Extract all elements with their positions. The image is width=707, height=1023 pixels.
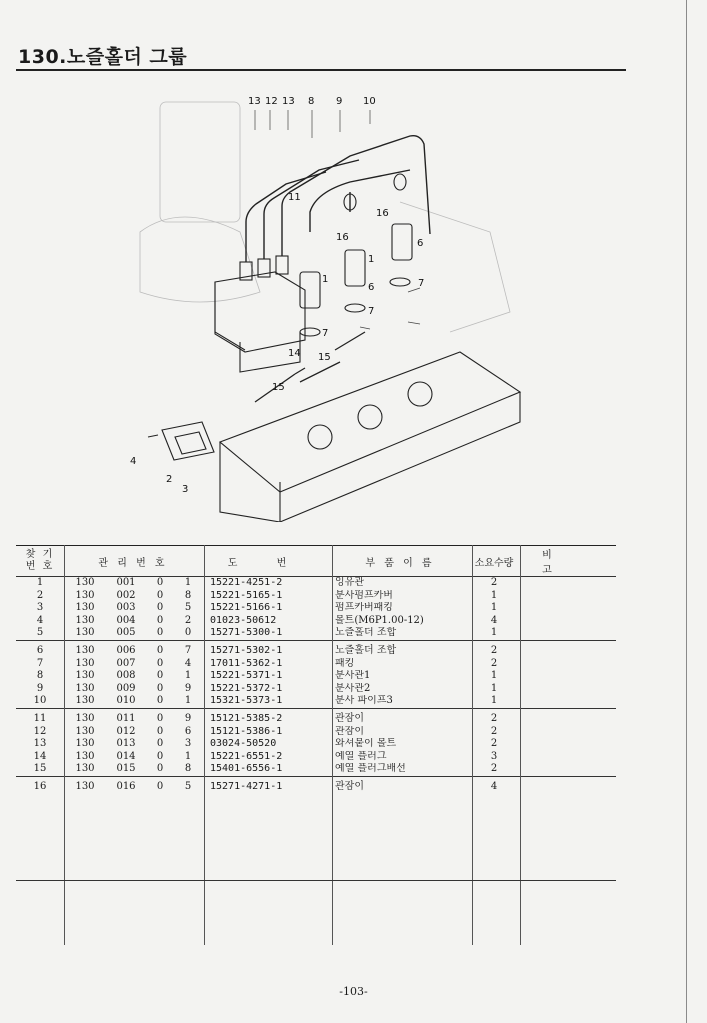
header-qty: 소요수량 — [470, 546, 518, 577]
cell-g: 130 — [64, 708, 106, 725]
cell-g: 130 — [75, 602, 95, 614]
cell-remarks — [518, 776, 616, 793]
cell-a: 0 — [156, 725, 164, 737]
cell-ref: 10 — [33, 695, 47, 707]
table-row — [16, 670, 616, 683]
table-row — [16, 615, 616, 628]
cell-g: 130 — [64, 640, 106, 657]
callout-7: 7 — [418, 278, 425, 289]
cell-qty: 2 — [470, 640, 518, 657]
cell-g: 130 — [75, 627, 95, 639]
callout-4: 4 — [130, 456, 137, 467]
cell-g: 130 — [75, 670, 95, 682]
cell-qty: 2 — [490, 577, 498, 588]
cell-qty: 1 — [490, 695, 498, 707]
cell-n: 003 — [116, 602, 136, 614]
cell-ref: 16 — [16, 776, 64, 793]
callout-3: 3 — [182, 484, 189, 495]
cell-qty: 2 — [490, 657, 498, 669]
cell-b: 2 — [184, 614, 192, 626]
cell-n: 007 — [116, 657, 136, 669]
cell-b: 8 — [184, 763, 192, 775]
cell-qty: 4 — [470, 776, 518, 793]
cell-remarks — [518, 726, 616, 739]
callout-10: 10 — [363, 96, 376, 107]
cell-n: 004 — [116, 614, 136, 626]
page-edge-line — [686, 0, 687, 1023]
callout-13b: 13 — [282, 96, 295, 107]
cell-b: 7 — [174, 640, 202, 657]
cell-qty: 3 — [490, 750, 498, 762]
cell-n: 002 — [116, 589, 136, 601]
cell-ref: 11 — [16, 708, 64, 725]
table-row — [16, 776, 616, 793]
cell-a: 0 — [146, 640, 174, 657]
cell-remarks — [518, 640, 616, 657]
cell-n: 013 — [116, 738, 136, 750]
cell-name: 분사관2 — [335, 682, 371, 694]
cell-drawing: 15221-5371-1 — [210, 670, 283, 682]
callout-16: 16 — [376, 208, 389, 219]
callout-15: 15 — [318, 352, 331, 363]
header-part-name: 부 품 이 름 — [330, 546, 470, 577]
cell-a: 0 — [156, 682, 164, 694]
cell-drawing: 15221-5165-1 — [210, 589, 283, 601]
cell-qty: 2 — [470, 708, 518, 725]
cell-g: 130 — [64, 776, 106, 793]
cell-name: 관잠이 — [330, 776, 470, 793]
cell-name: 관잠이 — [330, 708, 470, 725]
table-row — [16, 577, 616, 590]
cell-a: 0 — [156, 589, 164, 601]
column-divider — [472, 545, 473, 945]
cell-ref: 1 — [36, 577, 44, 588]
table-row — [16, 627, 616, 640]
parts-table — [16, 545, 616, 794]
cell-qty: 4 — [490, 614, 498, 626]
cell-ref: 14 — [33, 750, 47, 762]
header-mgmt-no: 관 리 번 호 — [64, 546, 202, 577]
table-row — [16, 708, 616, 725]
cell-remarks — [518, 670, 616, 683]
cell-n: 008 — [116, 670, 136, 682]
callout-2: 2 — [166, 474, 173, 485]
cell-g: 130 — [75, 750, 95, 762]
cell-a: 0 — [156, 750, 164, 762]
cell-name: 분사관1 — [335, 670, 371, 682]
cell-name: 관잠이 — [335, 725, 364, 737]
cell-remarks — [518, 615, 616, 628]
cell-ref: 7 — [36, 657, 44, 669]
callout-14: 14 — [288, 348, 301, 359]
cell-ref: 4 — [36, 614, 44, 626]
cell-drawing: 15221-4251-2 — [210, 577, 283, 588]
cell-a: 0 — [146, 708, 174, 725]
cell-g: 130 — [75, 738, 95, 750]
cell-qty: 2 — [490, 738, 498, 750]
cell-b: 5 — [174, 776, 202, 793]
cell-b: 5 — [184, 602, 192, 614]
cell-ref: 6 — [16, 640, 64, 657]
cell-b: 4 — [184, 657, 192, 669]
cell-drawing: 15271-5302-1 — [202, 640, 330, 657]
cell-b: 9 — [174, 708, 202, 725]
cell-b: 1 — [184, 577, 192, 588]
cell-qty: 1 — [490, 670, 498, 682]
cell-drawing: 15271-4271-1 — [202, 776, 330, 793]
cell-g: 130 — [75, 589, 95, 601]
table-row — [16, 763, 616, 776]
cell-name: 펌프카버패킹 — [335, 602, 393, 614]
cell-drawing: 03024-50520 — [210, 738, 277, 750]
table-row — [16, 695, 616, 708]
cell-drawing: 15271-5300-1 — [210, 627, 283, 639]
table-row — [16, 640, 616, 657]
cell-g: 130 — [75, 657, 95, 669]
cell-drawing: 17011-5362-1 — [210, 657, 283, 669]
cell-g: 130 — [75, 577, 95, 588]
table-header-row — [16, 546, 616, 577]
cell-name: 예열 플러그배선 — [335, 763, 406, 775]
cell-a: 0 — [156, 614, 164, 626]
cell-ref: 15 — [33, 763, 47, 775]
column-divider — [332, 545, 333, 945]
cell-n: 014 — [116, 750, 136, 762]
cell-n: 009 — [116, 682, 136, 694]
cell-n: 016 — [106, 776, 146, 793]
cell-drawing: 15121-5385-2 — [202, 708, 330, 725]
table-row — [16, 726, 616, 739]
cell-name: 예열 플러그 — [335, 750, 387, 762]
cell-name: 분사 파이프3 — [335, 695, 393, 707]
callout-7c: 7 — [322, 328, 329, 339]
cell-n: 005 — [116, 627, 136, 639]
cell-b: 8 — [184, 589, 192, 601]
cell-remarks — [518, 738, 616, 751]
cell-a: 0 — [146, 776, 174, 793]
cell-drawing: 15221-5372-1 — [210, 682, 283, 694]
page-title: 130.노즐홀더 그룹 — [18, 46, 188, 68]
cell-n: 006 — [106, 640, 146, 657]
cell-qty: 2 — [490, 763, 498, 775]
cell-ref: 13 — [33, 738, 47, 750]
cell-drawing: 15321-5373-1 — [210, 695, 283, 707]
callout-1: 1 — [368, 254, 375, 265]
cell-remarks — [518, 708, 616, 725]
callout-6: 6 — [417, 238, 424, 249]
cell-name: 잉유관 — [335, 577, 364, 588]
table-row — [16, 683, 616, 696]
table-bottom-rule — [16, 880, 616, 881]
cell-n: 012 — [116, 725, 136, 737]
header-remarks: 비 고 — [518, 546, 616, 577]
cell-n: 001 — [116, 577, 136, 588]
cell-n: 011 — [106, 708, 146, 725]
cell-drawing: 15221-5166-1 — [210, 602, 283, 614]
table-row — [16, 658, 616, 671]
cell-g: 130 — [75, 725, 95, 737]
cell-remarks — [518, 683, 616, 696]
cell-b: 1 — [184, 670, 192, 682]
callout-9: 9 — [336, 96, 343, 107]
callout-15b: 15 — [272, 382, 285, 393]
callout-11: 11 — [288, 192, 301, 203]
cell-qty: 2 — [490, 725, 498, 737]
cell-qty: 1 — [490, 589, 498, 601]
cell-name: 노즐홀더 조합 — [330, 640, 470, 657]
callout-16b: 16 — [336, 232, 349, 243]
cell-n: 010 — [116, 695, 136, 707]
header-drawing-no: 도 번 — [202, 546, 330, 577]
cell-remarks — [518, 658, 616, 671]
cell-ref: 8 — [36, 670, 44, 682]
column-divider — [520, 545, 521, 945]
cell-remarks — [518, 577, 616, 590]
callout-7b: 7 — [368, 306, 375, 317]
cell-name: 볼트(M6P1.00-12) — [335, 614, 424, 626]
cell-g: 130 — [75, 614, 95, 626]
cell-name: 와셔붙이 볼트 — [335, 738, 397, 750]
callout-13: 13 — [248, 96, 261, 107]
cell-remarks — [518, 751, 616, 764]
cell-ref: 3 — [36, 602, 44, 614]
cell-a: 0 — [156, 763, 164, 775]
cell-remarks — [518, 627, 616, 640]
callout-1b: 1 — [322, 274, 329, 285]
cell-b: 6 — [184, 725, 192, 737]
cell-a: 0 — [156, 577, 164, 588]
cell-ref: 9 — [36, 682, 44, 694]
column-divider — [64, 545, 65, 945]
cell-a: 0 — [156, 695, 164, 707]
cell-name: 노즐홀더 조합 — [335, 627, 397, 639]
exploded-parts-diagram — [100, 82, 540, 522]
cell-b: 1 — [184, 695, 192, 707]
cell-a: 0 — [156, 657, 164, 669]
cell-a: 0 — [156, 670, 164, 682]
cell-a: 0 — [156, 738, 164, 750]
cell-drawing: 01023-50612 — [210, 614, 277, 626]
cell-remarks — [518, 590, 616, 603]
cell-name: 패킹 — [335, 657, 355, 669]
title-underline — [16, 69, 626, 71]
cell-b: 3 — [184, 738, 192, 750]
cell-g: 130 — [75, 695, 95, 707]
cell-qty: 1 — [490, 602, 498, 614]
cell-a: 0 — [156, 627, 164, 639]
cell-n: 015 — [116, 763, 136, 775]
cell-b: 9 — [184, 682, 192, 694]
cell-b: 1 — [184, 750, 192, 762]
callout-6b: 6 — [368, 282, 375, 293]
cell-b: 0 — [184, 627, 192, 639]
table-row — [16, 738, 616, 751]
cell-drawing: 15401-6556-1 — [210, 763, 283, 775]
cell-g: 130 — [75, 763, 95, 775]
table-row — [16, 751, 616, 764]
cell-drawing: 15221-6551-2 — [210, 750, 283, 762]
page-number: -103- — [339, 985, 368, 998]
cell-ref: 5 — [36, 627, 44, 639]
cell-ref: 12 — [33, 725, 47, 737]
cell-a: 0 — [156, 602, 164, 614]
cell-qty: 1 — [490, 682, 498, 694]
header-ref-no: 찾 기 번 호 — [16, 546, 64, 577]
callout-8: 8 — [308, 96, 315, 107]
parts-table-body — [16, 577, 616, 794]
column-divider — [204, 545, 205, 945]
callout-12: 12 — [265, 96, 278, 107]
table-row — [16, 590, 616, 603]
table-row — [16, 602, 616, 615]
cell-remarks — [518, 602, 616, 615]
cell-name: 분사펌프카버 — [335, 589, 393, 601]
cell-qty: 1 — [490, 627, 498, 639]
cell-g: 130 — [75, 682, 95, 694]
cell-ref: 2 — [36, 589, 44, 601]
cell-remarks — [518, 695, 616, 708]
cell-remarks — [518, 763, 616, 776]
cell-drawing: 15121-5386-1 — [210, 725, 283, 737]
